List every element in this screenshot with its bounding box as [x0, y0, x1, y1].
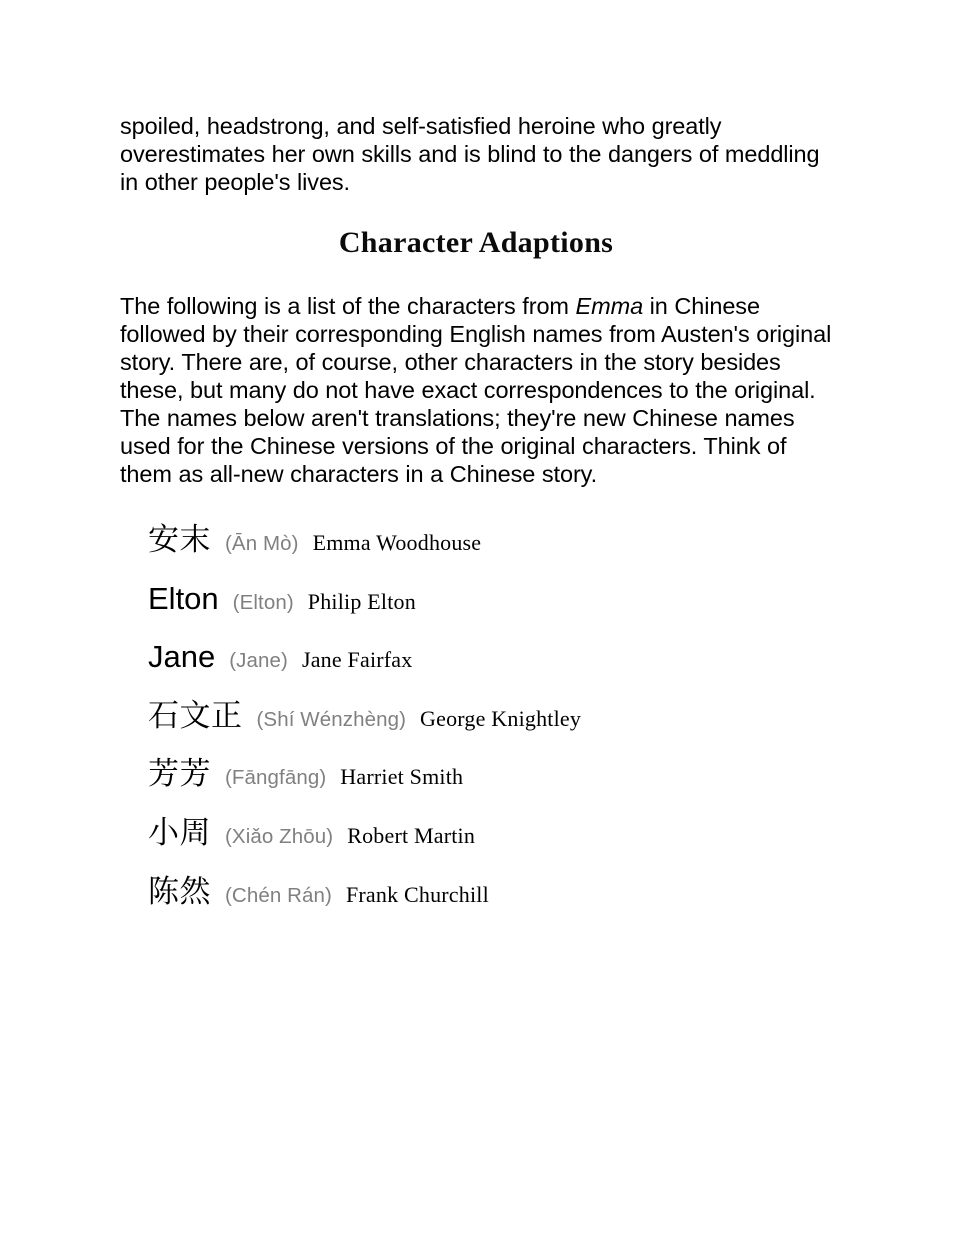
character-chinese-name: Jane — [148, 639, 216, 675]
character-english-name: Emma Woodhouse — [312, 530, 482, 555]
character-row — [148, 814, 832, 876]
character-row — [148, 758, 832, 817]
character-chinese-name: 陈然 — [148, 873, 211, 909]
character-row — [148, 641, 832, 700]
character-english-name: Jane Fairfax — [301, 647, 413, 673]
character-list — [148, 524, 832, 934]
character-chinese-name: 芳芳 — [148, 756, 211, 792]
character-pinyin: (Shí Wénzhèng) — [256, 707, 407, 731]
character-english-name: Harriet Smith — [340, 764, 464, 790]
character-chinese-name: Elton — [148, 580, 219, 616]
character-pinyin: (Ān Mò) — [225, 532, 299, 555]
character-row — [148, 524, 832, 583]
character-english-name: Robert Martin — [347, 822, 476, 848]
character-row — [148, 697, 832, 759]
character-pinyin: (Fāngfāng) — [225, 766, 327, 790]
intro-paragraph: spoiled, headstrong, and self-satisfied heroine who greatly overestimates her own skills and is blind to the dangers of meddling in other people's lives. — [120, 113, 820, 195]
character-row — [148, 580, 832, 642]
character-pinyin: (Xiǎo Zhōu) — [225, 824, 334, 848]
book-title-emma: Emma — [575, 293, 644, 319]
character-english-name: Philip Elton — [307, 588, 416, 614]
character-chinese-name: 小周 — [148, 814, 211, 850]
character-row — [148, 873, 832, 935]
section-heading: Character Adaptions — [338, 226, 614, 259]
list-intro-text-before: The following is a list of the characters from — [120, 293, 576, 319]
character-chinese-name: 石文正 — [148, 697, 243, 733]
character-pinyin: (Chén Rán) — [225, 883, 332, 907]
character-english-name: George Knightley — [420, 705, 582, 731]
character-english-name: Frank Churchill — [345, 881, 489, 907]
character-chinese-name: 安末 — [148, 522, 211, 557]
list-intro-text-after: in Chinese followed by their corresponding English names from Austen's original story. There are, of course, other characters in the story besides these, but many do not have exact correspondences to the original. The names below aren't translations; they're new Chinese names used for the Chinese versions of the original characters. Think of them as all-new characters in a Chinese story. — [120, 293, 832, 487]
character-pinyin: (Elton) — [232, 590, 294, 614]
list-intro-paragraph — [120, 292, 836, 488]
character-pinyin: (Jane) — [229, 649, 288, 673]
